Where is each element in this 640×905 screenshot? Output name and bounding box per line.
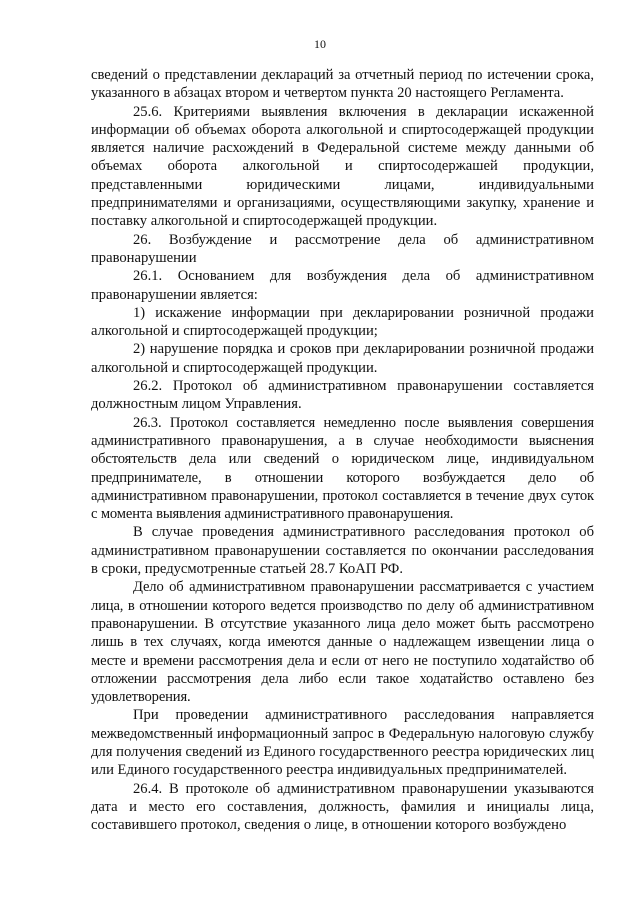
paragraph-investigation-protocol: В случае проведения административного расследования протокол об административном правонарушении составляется по окончании расследования в сроки, предусмотренные статьей 28.7 КоАП РФ. xyxy=(91,524,594,578)
list-item-1: 1) искажение информации при декларировании розничной продажи алкогольной и спиртосодержащей продукции; xyxy=(91,304,594,340)
paragraph-26-3: 26.3. Протокол составляется немедленно после выявления совершения административного правонарушения, а в случае необходимости выяснения обстоятельств дела или сведений о юридическом лице, индивидуальном предпринимателе, в отношении которого возбуждается дело об административном правонарушении, протокол составляется в течение двух суток с момента выявления административного правонарушения. xyxy=(91,414,594,523)
paragraph-26-1: 26.1. Основанием для возбуждения дела об административном правонарушении является: xyxy=(91,268,594,303)
paragraph-interagency-request: При проведении административного расследования направляется межведомственный информационный запрос в Федеральную налоговую службу для получения сведений из Единого государственного реестра юридических лиц или Единого государственного реестра индивидуальных предпринимателей. xyxy=(91,707,594,779)
list-item-2: 2) нарушение порядка и сроков при декларировании розничной продажи алкогольной и спиртосодержащей продукции. xyxy=(91,341,594,376)
paragraph-continuation: сведений о представлении деклараций за отчетный период по истечении срока, указанного в абзацах втором и четвертом пункта 20 настоящего Регламента. xyxy=(91,67,594,102)
paragraph-26-2: 26.2. Протокол об административном правонарушении составляется должностным лицом Управления. xyxy=(91,378,594,413)
paragraph-case-consideration: Дело об административном правонарушении рассматривается с участием лица, в отношении которого ведется производство по делу об административном правонарушении. В отсутствие указанного лица дело может быть рассмотрено лишь в тех случаях, когда имеются данные о надлежащем извещении лица о месте и времени рассмотрения дела и если от него не поступило ходатайство об отложении рассмотрения дела либо если такое ходатайство оставлено без удовлетворения. xyxy=(91,579,594,706)
page-number: 10 xyxy=(314,37,326,51)
paragraph-25-6: 25.6. Критериями выявления включения в декларации искаженной информации об объемах оборота алкогольной и спиртосодержащей продукции является наличие расхождений в Федеральной системе между данными об объемах оборота алкогольной и спиртосодержашей продукции, представленными юридическими лицами, индивидуальными предпринимателями и организациями, осуществляющими закупку, хранение и поставку алкогольной и спиртосодержащей продукции. xyxy=(91,103,594,230)
document-body xyxy=(91,66,594,834)
section-heading-26: 26. Возбуждение и рассмотрение дела об административном правонарушении xyxy=(91,231,594,266)
paragraph-26-4: 26.4. В протоколе об административном правонарушении указываются дата и место его составления, должность, фамилия и инициалы лица, составившего протокол, сведения о лице, в отношении которого возбуждено xyxy=(91,780,594,834)
